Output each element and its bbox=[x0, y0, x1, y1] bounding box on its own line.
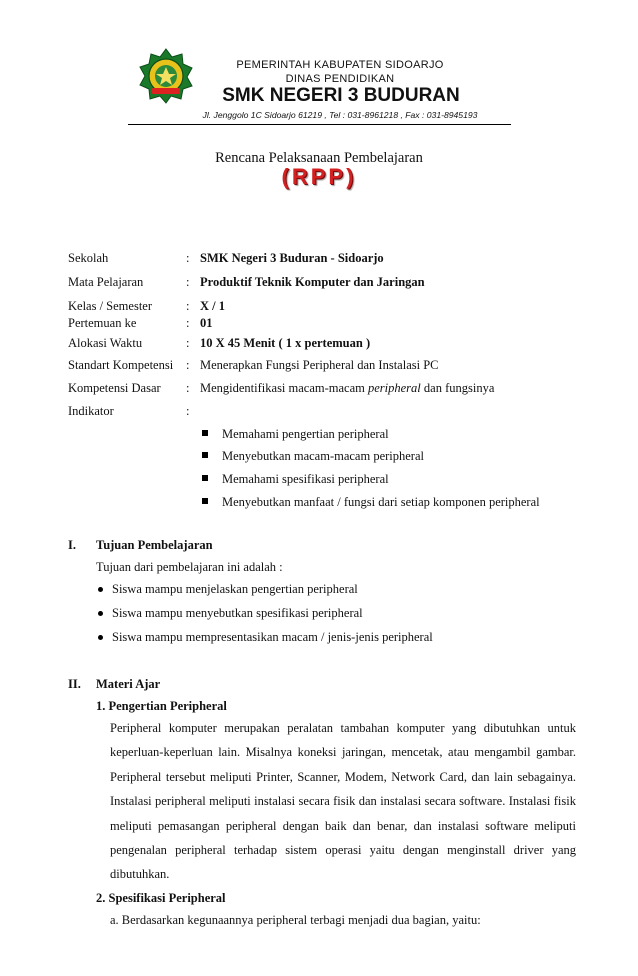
list-item-text: Siswa mampu menjelaskan pengertian peripheral bbox=[112, 582, 358, 596]
info-label: Indikator bbox=[68, 404, 114, 418]
square-bullet-icon bbox=[202, 475, 208, 481]
department-name: DINAS PENDIDIKAN bbox=[285, 73, 395, 85]
info-value-post: dan fungsinya bbox=[420, 381, 495, 395]
subsection-title: 1. Pengertian Peripheral bbox=[96, 699, 227, 713]
info-colon: : bbox=[186, 299, 190, 313]
paragraph-line: meliputi pemasangan peripheral dengan baik dan benar, dan instalasi software meliputi bbox=[110, 818, 576, 833]
bullet-icon bbox=[98, 611, 103, 616]
paragraph-line: Peripheral komputer merupakan peralatan tambahan komputer yang dibutuhkan untuk bbox=[110, 721, 576, 735]
paragraph-line: keperluan-keperluan lain. Misalnya koneksi jaringan, mencetak, atau mengambil gambar. bbox=[110, 745, 576, 760]
info-colon: : bbox=[186, 381, 190, 395]
info-value: 10 X 45 Menit ( 1 x pertemuan ) bbox=[200, 336, 371, 350]
section-title: Materi Ajar bbox=[96, 677, 161, 691]
square-bullet-icon bbox=[202, 452, 208, 458]
indicator-text: Menyebutkan macam-macam peripheral bbox=[222, 449, 424, 463]
bullet-icon bbox=[98, 587, 103, 592]
info-colon: : bbox=[186, 316, 190, 330]
info-value: SMK Negeri 3 Buduran - Sidoarjo bbox=[200, 251, 384, 265]
header-divider bbox=[128, 124, 511, 125]
paragraph-line: Peripheral tersebut meliputi Printer, Scanner, Modem, Network Card, dan lain sebagainya. bbox=[110, 769, 576, 784]
section-number: I. bbox=[68, 538, 76, 552]
info-colon: : bbox=[186, 358, 190, 372]
section-intro: Tujuan dari pembelajaran ini adalah : bbox=[96, 560, 283, 574]
info-value: Produktif Teknik Komputer dan Jaringan bbox=[200, 275, 425, 289]
document-abbreviation: (RPP) bbox=[281, 164, 357, 189]
indicator-text: Memahami spesifikasi peripheral bbox=[222, 472, 389, 486]
info-value bbox=[200, 380, 494, 396]
school-name: SMK NEGERI 3 BUDURAN bbox=[222, 85, 460, 106]
section-number: II. bbox=[68, 677, 81, 691]
list-item-text: Siswa mampu menyebutkan spesifikasi peripheral bbox=[112, 606, 363, 620]
paragraph-line: pengenalan peripheral terhadap sistem operasi yaitu dengan menginstall driver yang bbox=[110, 842, 576, 857]
info-label: Alokasi Waktu bbox=[68, 336, 143, 350]
paragraph-line: dibutuhkan. bbox=[110, 867, 170, 882]
section-title: Tujuan Pembelajaran bbox=[96, 538, 213, 552]
square-bullet-icon bbox=[202, 430, 208, 436]
sub-point: a. Berdasarkan kegunaannya peripheral terbagi menjadi dua bagian, yaitu: bbox=[110, 913, 481, 927]
info-label: Sekolah bbox=[68, 251, 109, 265]
info-label: Pertemuan ke bbox=[68, 316, 137, 330]
paragraph bbox=[110, 716, 576, 887]
info-value-pre: Mengidentifikasi macam-macam bbox=[200, 381, 368, 395]
square-bullet-icon bbox=[202, 498, 208, 504]
indicator-text: Menyebutkan manfaat / fungsi dari setiap komponen peripheral bbox=[222, 495, 540, 509]
info-value: X / 1 bbox=[200, 299, 225, 313]
info-value-emphasis: peripheral bbox=[368, 381, 421, 395]
government-name: PEMERINTAH KABUPATEN SIDOARJO bbox=[236, 59, 444, 71]
indicator-text: Memahami pengertian peripheral bbox=[222, 427, 389, 441]
info-label: Kelas / Semester bbox=[68, 299, 153, 313]
bullet-icon bbox=[98, 635, 103, 640]
info-colon: : bbox=[186, 275, 190, 289]
list-item-text: Siswa mampu mempresentasikan macam / jenis-jenis peripheral bbox=[112, 630, 433, 644]
subsection-title: 2. Spesifikasi Peripheral bbox=[96, 891, 226, 905]
info-colon: : bbox=[186, 404, 190, 418]
school-address: Jl. Jenggolo 1C Sidoarjo 61219 , Tel : 031-8961218 , Fax : 031-8945193 bbox=[202, 110, 478, 120]
info-value: Menerapkan Fungsi Peripheral dan Instalasi PC bbox=[200, 358, 439, 372]
paragraph-line: Instalasi peripheral meliputi instalasi secara fisik dan instalasi secara software. Instalasi fisik bbox=[110, 794, 576, 809]
info-value: 01 bbox=[200, 316, 213, 330]
info-colon: : bbox=[186, 336, 190, 350]
info-label: Mata Pelajaran bbox=[68, 275, 144, 289]
info-label: Standart Kompetensi bbox=[68, 358, 174, 372]
document-title: Rencana Pelaksanaan Pembelajaran bbox=[215, 150, 423, 166]
info-colon: : bbox=[186, 251, 190, 265]
info-label: Kompetensi Dasar bbox=[68, 381, 161, 395]
